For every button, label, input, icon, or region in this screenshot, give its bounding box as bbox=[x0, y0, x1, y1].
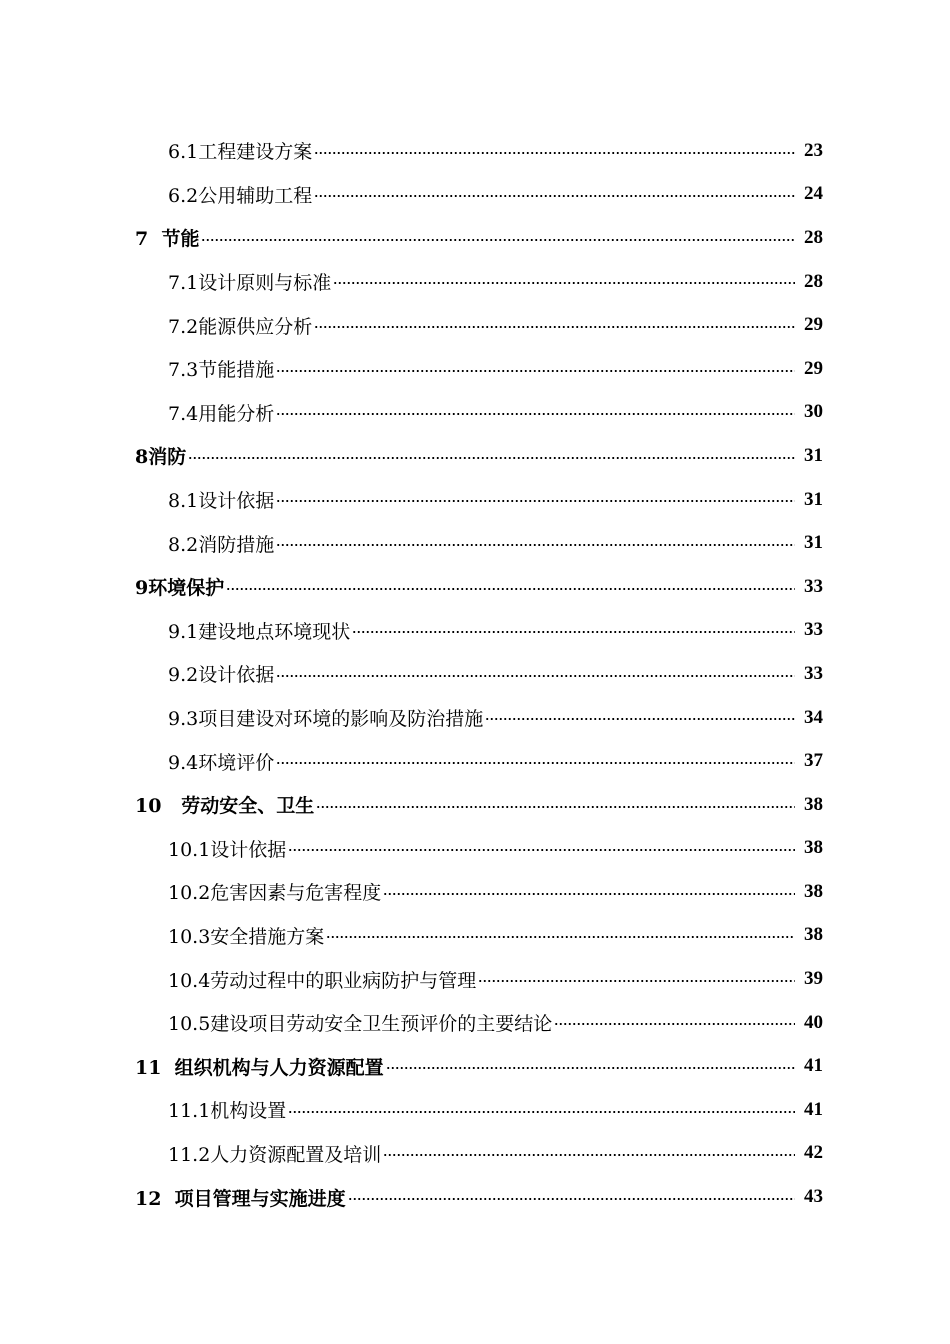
dot-leader bbox=[276, 759, 795, 771]
toc-entry-page-number: 31 bbox=[804, 488, 823, 510]
toc-entry-title: 10.4劳动过程中的职业病防护与管理 bbox=[168, 969, 477, 992]
toc-entry-title: 10.3安全措施方案 bbox=[168, 925, 325, 948]
toc-section-entry[interactable] bbox=[0, 696, 950, 740]
toc-entry-title: 8.1设计依据 bbox=[168, 490, 275, 513]
dot-leader bbox=[276, 672, 795, 684]
toc-entry-title: 7.3节能措施 bbox=[168, 359, 275, 382]
toc-entry-page-number: 24 bbox=[804, 183, 823, 205]
toc-entry-title: 7.2能源供应分析 bbox=[168, 315, 313, 338]
toc-entry-page-number: 33 bbox=[804, 662, 823, 684]
dot-leader bbox=[276, 410, 795, 422]
toc-section-entry[interactable] bbox=[0, 260, 950, 304]
dot-leader bbox=[188, 454, 795, 466]
toc-entry-title: 7.4用能分析 bbox=[168, 402, 275, 425]
toc-chapter-entry[interactable] bbox=[0, 434, 950, 478]
toc-entry-page-number: 40 bbox=[804, 1011, 823, 1033]
toc-entry-page-number: 41 bbox=[804, 1098, 823, 1120]
dot-leader bbox=[383, 890, 795, 902]
toc-entry-title: 7 节能 bbox=[135, 228, 200, 251]
toc-entry-page-number: 28 bbox=[804, 226, 823, 248]
toc-entry-page-number: 31 bbox=[804, 532, 823, 554]
dot-leader bbox=[201, 236, 795, 248]
dot-leader bbox=[348, 1195, 795, 1207]
toc-entry-page-number: 34 bbox=[804, 706, 823, 728]
dot-leader bbox=[554, 1020, 795, 1032]
toc-section-entry[interactable] bbox=[0, 1001, 950, 1045]
toc-entry-title: 10 劳动安全、卫生 bbox=[135, 795, 315, 818]
toc-entry-page-number: 30 bbox=[804, 401, 823, 423]
dot-leader bbox=[226, 585, 795, 597]
dot-leader bbox=[333, 279, 795, 291]
toc-section-entry[interactable] bbox=[0, 739, 950, 783]
toc-entry-title: 10.5建设项目劳动安全卫生预评价的主要结论 bbox=[168, 1013, 553, 1036]
toc-section-entry[interactable] bbox=[0, 347, 950, 391]
dot-leader bbox=[276, 541, 795, 553]
toc-section-entry[interactable] bbox=[0, 129, 950, 173]
toc-entry-page-number: 33 bbox=[804, 575, 823, 597]
toc-entry-page-number: 42 bbox=[804, 1142, 823, 1164]
toc-section-entry[interactable] bbox=[0, 827, 950, 871]
toc-entry-page-number: 33 bbox=[804, 619, 823, 641]
dot-leader bbox=[314, 192, 795, 204]
toc-entry-page-number: 37 bbox=[804, 750, 823, 772]
toc-section-entry[interactable] bbox=[0, 914, 950, 958]
toc-section-entry[interactable] bbox=[0, 478, 950, 522]
dot-leader bbox=[314, 323, 795, 335]
toc-section-entry[interactable] bbox=[0, 1088, 950, 1132]
toc-chapter-entry[interactable] bbox=[0, 783, 950, 827]
toc-entry-page-number: 29 bbox=[804, 357, 823, 379]
toc-section-entry[interactable] bbox=[0, 957, 950, 1001]
toc-section-entry[interactable] bbox=[0, 173, 950, 217]
dot-leader bbox=[386, 1064, 795, 1076]
toc-entry-title: 7.1设计原则与标准 bbox=[168, 272, 332, 295]
toc-entry-page-number: 38 bbox=[804, 924, 823, 946]
dot-leader bbox=[276, 367, 795, 379]
toc-entry-page-number: 41 bbox=[804, 1055, 823, 1077]
table-of-contents bbox=[0, 129, 950, 1219]
toc-section-entry[interactable] bbox=[0, 391, 950, 435]
dot-leader bbox=[485, 715, 795, 727]
toc-entry-page-number: 29 bbox=[804, 314, 823, 336]
dot-leader bbox=[314, 149, 795, 161]
toc-entry-page-number: 43 bbox=[804, 1186, 823, 1208]
dot-leader bbox=[288, 846, 795, 858]
toc-entry-title: 9.4环境评价 bbox=[168, 751, 275, 774]
toc-entry-page-number: 31 bbox=[804, 444, 823, 466]
toc-entry-page-number: 38 bbox=[804, 837, 823, 859]
toc-entry-title: 8消防 bbox=[135, 446, 187, 469]
toc-section-entry[interactable] bbox=[0, 1132, 950, 1176]
toc-entry-title: 9环境保护 bbox=[135, 577, 225, 600]
dot-leader bbox=[383, 1151, 795, 1163]
toc-chapter-entry[interactable] bbox=[0, 216, 950, 260]
toc-entry-title: 11.2人力资源配置及培训 bbox=[168, 1143, 382, 1166]
toc-entry-title: 11.1机构设置 bbox=[168, 1100, 287, 1123]
toc-entry-page-number: 39 bbox=[804, 968, 823, 990]
toc-entry-title: 8.2消防措施 bbox=[168, 533, 275, 556]
toc-entry-page-number: 38 bbox=[804, 793, 823, 815]
dot-leader bbox=[288, 1108, 795, 1120]
toc-chapter-entry[interactable] bbox=[0, 565, 950, 609]
toc-section-entry[interactable] bbox=[0, 609, 950, 653]
dot-leader bbox=[276, 497, 795, 509]
toc-entry-title: 9.2设计依据 bbox=[168, 664, 275, 687]
toc-section-entry[interactable] bbox=[0, 303, 950, 347]
dot-leader bbox=[316, 803, 795, 815]
toc-entry-title: 11 组织机构与人力资源配置 bbox=[135, 1056, 384, 1079]
toc-entry-title: 10.2危害因素与危害程度 bbox=[168, 882, 382, 905]
toc-section-entry[interactable] bbox=[0, 521, 950, 565]
toc-entry-title: 9.3项目建设对环境的影响及防治措施 bbox=[168, 708, 484, 731]
toc-entry-title: 6.2公用辅助工程 bbox=[168, 184, 313, 207]
toc-section-entry[interactable] bbox=[0, 652, 950, 696]
toc-entry-page-number: 38 bbox=[804, 880, 823, 902]
dot-leader bbox=[326, 933, 795, 945]
toc-entry-title: 6.1工程建设方案 bbox=[168, 141, 313, 164]
toc-entry-page-number: 23 bbox=[804, 139, 823, 161]
toc-entry-title: 10.1设计依据 bbox=[168, 838, 287, 861]
toc-entry-title: 12 项目管理与实施进度 bbox=[135, 1187, 346, 1210]
toc-section-entry[interactable] bbox=[0, 870, 950, 914]
toc-chapter-entry[interactable] bbox=[0, 1175, 950, 1219]
toc-entry-title: 9.1建设地点环境现状 bbox=[168, 620, 351, 643]
toc-entry-page-number: 28 bbox=[804, 270, 823, 292]
dot-leader bbox=[352, 628, 795, 640]
dot-leader bbox=[478, 977, 795, 989]
toc-chapter-entry[interactable] bbox=[0, 1044, 950, 1088]
